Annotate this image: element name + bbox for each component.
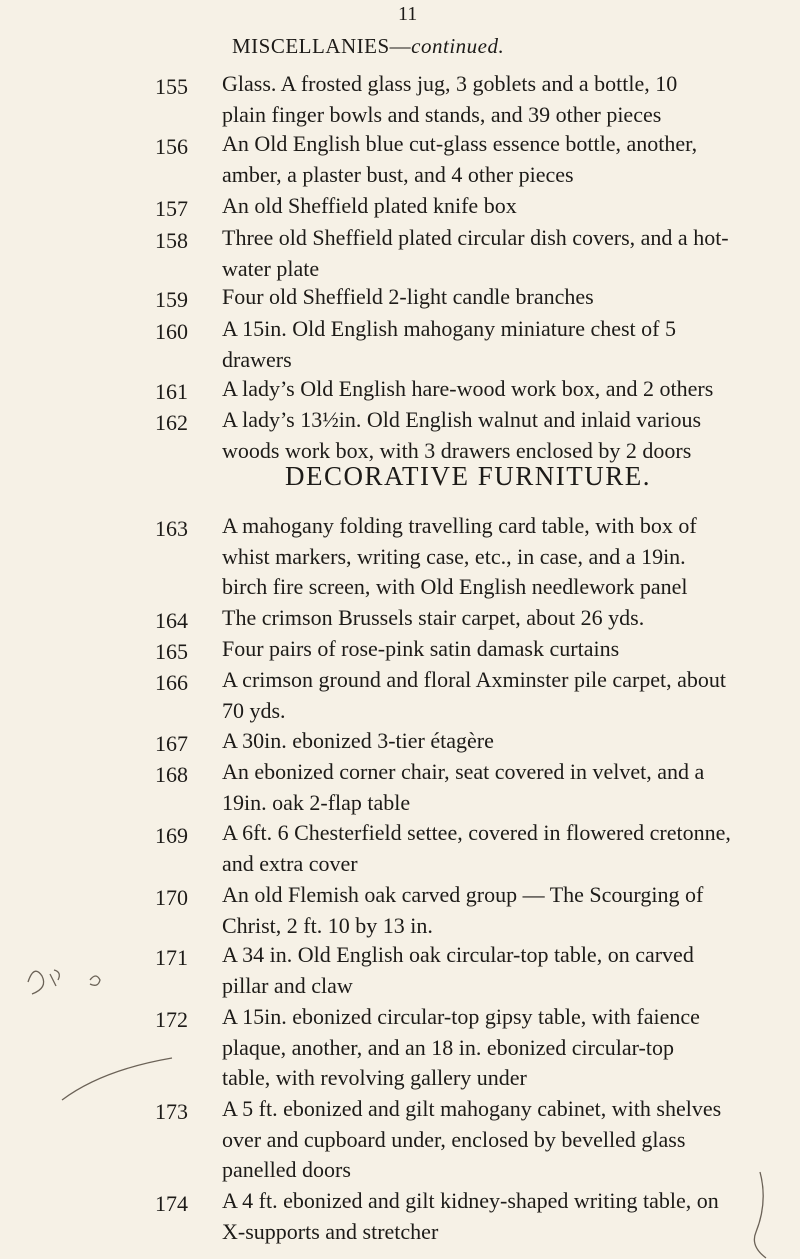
lot-description-line: and extra cover	[222, 850, 358, 876]
lot-description	[222, 1186, 782, 1247]
lot-description	[222, 665, 782, 726]
lot-description-line: An Old English blue cut-glass essence bottle, another,	[222, 131, 698, 156]
lot-description-line: Christ, 2 ft. 10 by 13 in.	[222, 912, 433, 938]
heading-continued: continued.	[411, 34, 505, 58]
lot-description-line: A 30in. ebonized 3-tier étagère	[222, 728, 494, 753]
lot-description	[222, 818, 782, 879]
lot-description-line: An ebonized corner chair, seat covered in velvet, and a	[222, 759, 705, 784]
lot-number: 174	[155, 1191, 188, 1216]
lot-description	[222, 282, 782, 313]
lot-number: 168	[155, 762, 188, 787]
lot-number: 164	[155, 608, 188, 633]
heading-main: MISCELLANIES—	[232, 34, 412, 58]
lot-description-line: woods work box, with 3 drawers enclosed by 2 doors	[222, 437, 692, 463]
lot-number: 160	[155, 319, 188, 344]
lot-number: 158	[155, 228, 188, 253]
lot-description-line: plain finger bowls and stands, and 39 other pieces	[222, 101, 662, 127]
lot-number: 163	[155, 516, 188, 541]
margin-annotation	[20, 952, 130, 1012]
lot-description-line: Three old Sheffield plated circular dish covers, and a hot-	[222, 225, 729, 250]
lot-description	[222, 1002, 782, 1094]
lot-number: 166	[155, 670, 188, 695]
lot-description	[222, 314, 782, 375]
lot-number: 169	[155, 823, 188, 848]
lot-number: 155	[155, 74, 188, 99]
lot-description	[222, 374, 782, 405]
lot-description	[222, 69, 782, 130]
page-number: 11	[398, 3, 418, 25]
lot-description-line: table, with revolving gallery under	[222, 1065, 527, 1090]
lot-description-line: Four pairs of rose-pink satin damask curtains	[222, 636, 620, 661]
lot-description-line: A 4 ft. ebonized and gilt kidney-shaped writing table, on	[222, 1188, 719, 1213]
lot-description	[222, 129, 782, 190]
lot-description-line: drawers	[222, 346, 292, 372]
lot-description-line: An old Sheffield plated knife box	[222, 193, 517, 218]
lot-description-line: Four old Sheffield 2-light candle branches	[222, 284, 594, 309]
lot-description-line: 19in. oak 2-flap table	[222, 789, 411, 815]
lot-description-line: A mahogany folding travelling card table, with box of	[222, 513, 697, 538]
lot-number: 172	[155, 1007, 188, 1032]
lot-description-line: pillar and claw	[222, 972, 353, 998]
corner-mark	[720, 1170, 790, 1259]
lot-number: 170	[155, 885, 188, 910]
lot-description	[222, 940, 782, 1001]
lot-description-line: A crimson ground and floral Axminster pile carpet, about	[222, 667, 727, 692]
lot-number: 161	[155, 379, 188, 404]
lot-number: 165	[155, 639, 188, 664]
lot-description	[222, 880, 782, 941]
lot-description-line: birch fire screen, with Old English needlework panel	[222, 574, 688, 599]
lot-description-line: A 6ft. 6 Chesterfield settee, covered in flowered cretonne,	[222, 820, 731, 845]
lot-description-line: 70 yds.	[222, 697, 286, 723]
lot-description-line: whist markers, writing case, etc., in case, and a 19in.	[222, 543, 686, 569]
lot-description-line: A 15in. ebonized circular-top gipsy table, with faience	[222, 1004, 700, 1029]
lot-description-line: A lady’s 13½in. Old English walnut and inlaid various	[222, 407, 702, 432]
lot-description-line: Glass. A frosted glass jug, 3 goblets and a bottle, 10	[222, 71, 678, 96]
lot-description-line: A 34 in. Old English oak circular-top table, on carved	[222, 942, 694, 967]
lot-description-line: A 5 ft. ebonized and gilt mahogany cabinet, with shelves	[222, 1096, 722, 1121]
lot-description	[222, 511, 782, 603]
margin-stroke	[60, 1050, 180, 1110]
lot-number: 156	[155, 134, 188, 159]
lot-number: 173	[155, 1099, 188, 1124]
lot-description	[222, 405, 782, 466]
lot-description-line: An old Flemish oak carved group — The Scourging of	[222, 882, 704, 907]
section-heading	[232, 34, 504, 59]
lot-description-line: water plate	[222, 255, 320, 281]
lot-description	[222, 191, 782, 222]
lot-description	[222, 223, 782, 284]
lot-description	[222, 634, 782, 665]
lot-description-line: A 15in. Old English mahogany miniature chest of 5	[222, 316, 676, 341]
lot-description-line: panelled doors	[222, 1157, 351, 1182]
lot-number: 157	[155, 196, 188, 221]
lot-description-line: The crimson Brussels stair carpet, about 26 yds.	[222, 605, 645, 630]
lot-description-line: plaque, another, and an 18 in. ebonized circular-top	[222, 1034, 674, 1060]
lot-description	[222, 726, 782, 757]
lot-description	[222, 757, 782, 818]
lot-number: 162	[155, 410, 188, 435]
lot-description	[222, 1094, 782, 1186]
lot-description-line: over and cupboard under, enclosed by bevelled glass	[222, 1126, 686, 1152]
lot-number: 171	[155, 945, 188, 970]
lot-description-line: amber, a plaster bust, and 4 other pieces	[222, 161, 574, 187]
decorative-furniture-title: DECORATIVE FURNITURE.	[285, 461, 651, 491]
lot-number: 167	[155, 731, 188, 756]
lot-description-line: A lady’s Old English hare-wood work box, and 2 others	[222, 376, 714, 401]
lot-number: 159	[155, 287, 188, 312]
lot-description	[222, 603, 782, 634]
lot-description-line: X-supports and stretcher	[222, 1218, 439, 1244]
